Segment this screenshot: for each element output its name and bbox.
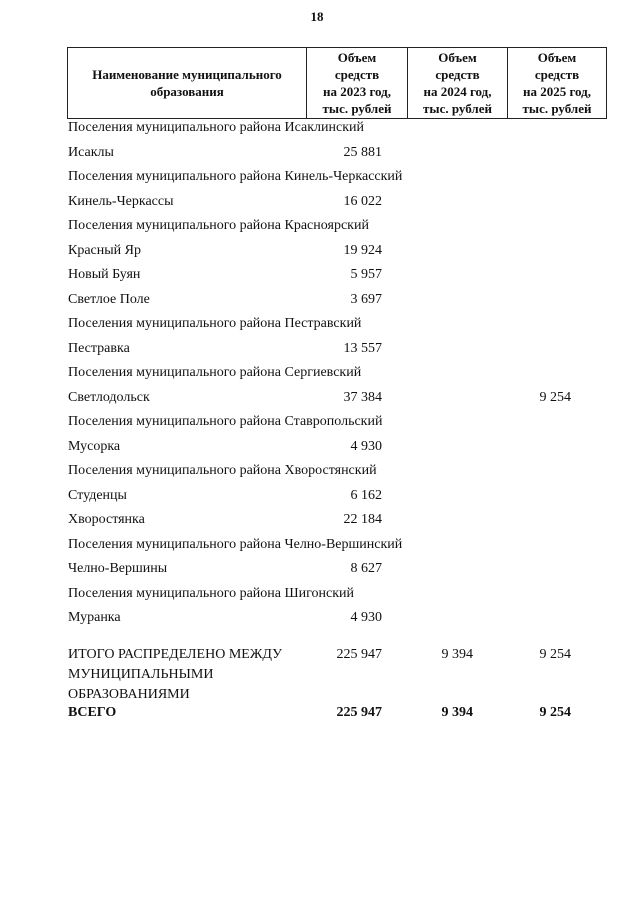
district-row [67, 167, 604, 192]
row-name: Пестравка [68, 340, 130, 356]
table-row [67, 265, 604, 290]
row-name: Поселения муниципального района Кинель-Черкасский [68, 169, 403, 184]
row-name: Светлодольск [68, 389, 150, 405]
district-row [67, 535, 604, 560]
table-row [67, 388, 604, 413]
column-header-2025: Объем средств на 2025 год, тыс. рублей [508, 48, 607, 119]
grand-total-row [67, 701, 604, 727]
table-body [67, 118, 604, 727]
row-name: Поселения муниципального района Челно-Вершинский [68, 536, 403, 552]
row-name: Поселения муниципального района Исаклинский [68, 120, 364, 135]
row-value-2023: 13 557 [343, 340, 382, 356]
table-row [67, 192, 604, 217]
grand-total-2023: 225 947 [336, 704, 382, 720]
district-row [67, 118, 604, 143]
row-name: Светлое Поле [68, 291, 150, 307]
grand-total-2024: 9 394 [441, 704, 473, 720]
table-row [67, 290, 604, 315]
row-value-2023: 19 924 [343, 242, 382, 258]
row-value-2023: 16 022 [343, 193, 382, 209]
total-2024: 9 394 [441, 646, 473, 662]
row-name: Исаклы [68, 144, 114, 160]
total-label: ИТОГО РАСПРЕДЕЛЕНО МЕЖДУ МУНИЦИПАЛЬНЫМИ ОБРАЗОВАНИЯМИ [68, 646, 282, 702]
row-name: Мусорка [68, 438, 121, 454]
total-2025: 9 254 [539, 646, 571, 662]
grand-total-2025: 9 254 [539, 704, 571, 720]
column-header-2024: Объем средств на 2024 год, тыс. рублей [408, 48, 508, 119]
row-value-2023: 22 184 [343, 512, 382, 527]
row-name: Хворостянка [68, 512, 145, 527]
row-value-2023: 25 881 [343, 144, 382, 160]
column-header-2023: Объем средств на 2023 год, тыс. рублей [307, 48, 408, 119]
district-row [67, 461, 604, 486]
row-value-2023: 4 930 [350, 610, 382, 625]
table-row [67, 143, 604, 168]
row-name: Поселения муниципального района Сергиевский [68, 365, 362, 380]
table-row [67, 510, 604, 535]
row-value-2023: 6 162 [350, 487, 382, 503]
table-row [67, 241, 604, 266]
row-name: Красный Яр [68, 242, 141, 258]
row-value-2023: 3 697 [350, 291, 382, 307]
table-row [67, 608, 604, 633]
district-row [67, 216, 604, 241]
rows-container [67, 118, 604, 633]
total-row [67, 633, 604, 701]
table-row [67, 486, 604, 511]
district-row [67, 314, 604, 339]
row-name: Поселения муниципального района Ставропольский [68, 414, 383, 429]
row-name: Челно-Вершины [68, 561, 168, 576]
table-row [67, 437, 604, 462]
table-row [67, 339, 604, 364]
row-name: Студенцы [68, 487, 127, 503]
row-value-2023: 5 957 [350, 267, 382, 282]
table-row [67, 559, 604, 584]
row-value-2025: 9 254 [539, 389, 571, 405]
row-name: Муранка [68, 610, 121, 625]
row-name: Кинель-Черкассы [68, 193, 174, 209]
row-value-2023: 4 930 [350, 438, 382, 454]
row-name: Поселения муниципального района Красноярский [68, 218, 369, 233]
total-2023: 225 947 [336, 646, 382, 662]
row-name: Поселения муниципального района Шигонский [68, 585, 355, 601]
page-number: 18 [310, 9, 324, 24]
column-header-name: Наименование муниципального образования [68, 48, 307, 119]
row-value-2023: 8 627 [350, 561, 382, 576]
row-name: Новый Буян [68, 267, 141, 282]
grand-total-label: ВСЕГО [68, 704, 117, 720]
table-header [67, 47, 607, 119]
district-row [67, 584, 604, 609]
row-value-2023: 37 384 [343, 389, 382, 405]
district-row [67, 412, 604, 437]
row-name: Поселения муниципального района Пестравский [68, 316, 362, 331]
row-name: Поселения муниципального района Хворостянский [68, 463, 377, 478]
district-row [67, 363, 604, 388]
